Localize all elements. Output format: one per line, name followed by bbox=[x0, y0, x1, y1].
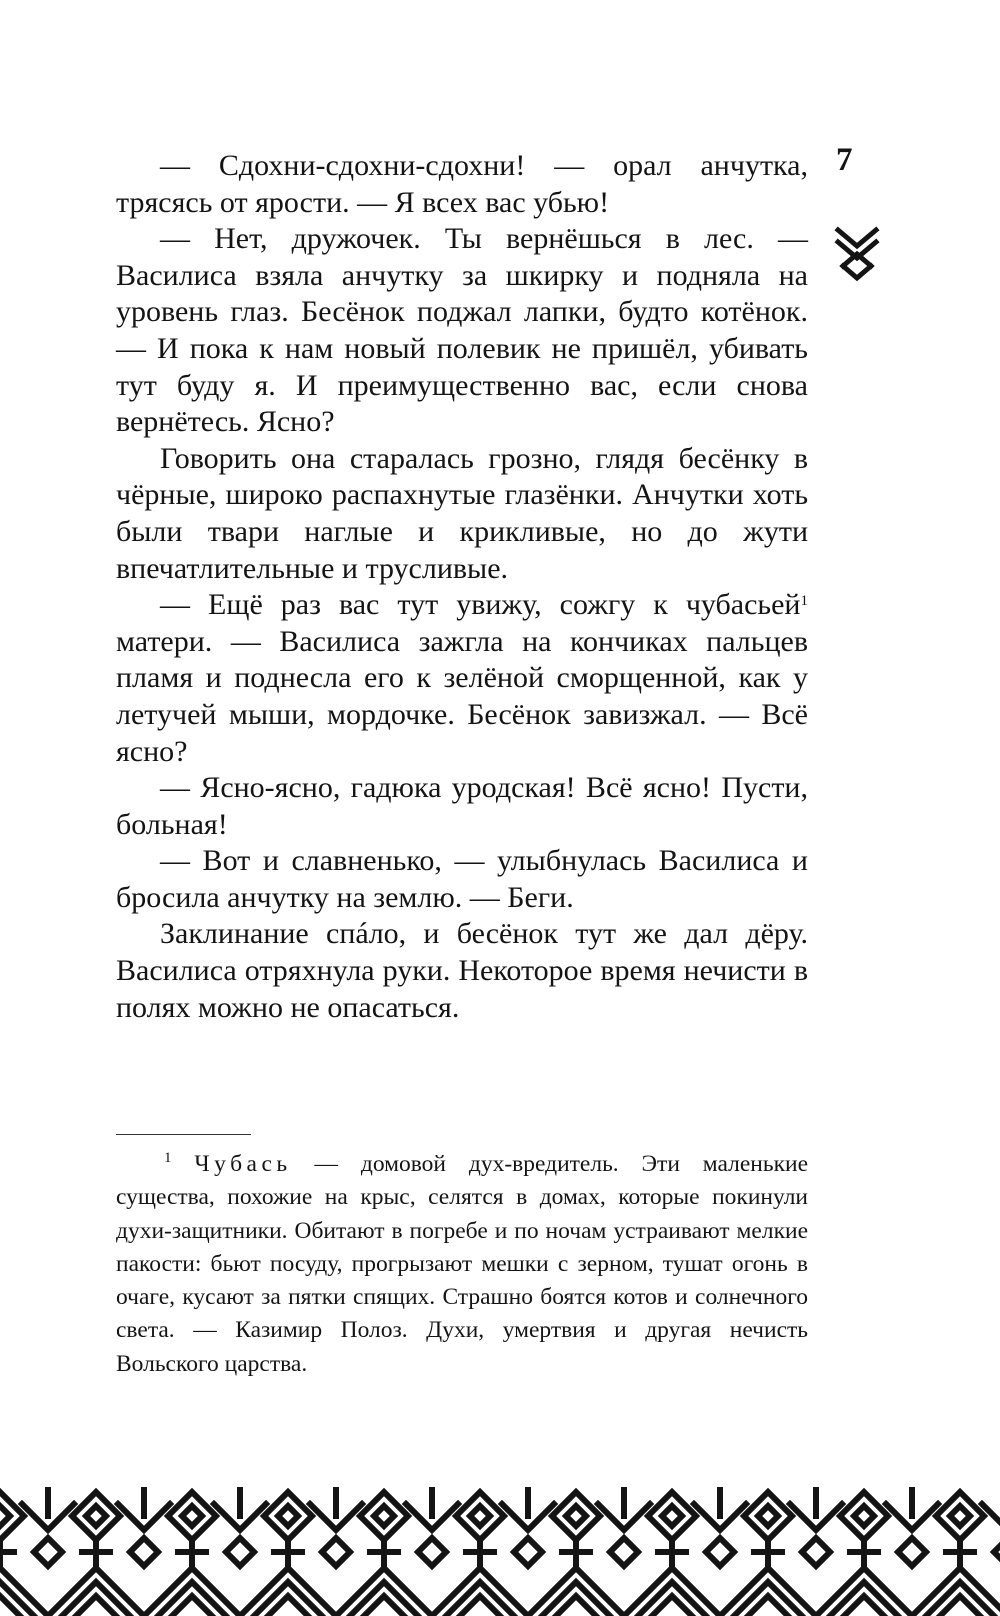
paragraph: Говорить она старалась грозно, глядя бесёнку в чёрные, широко распахнутые глазёнки. Анчутки хоть были твари наглые и крикливые, но до жути впечатлительные и трусливые. bbox=[116, 441, 808, 585]
footnote-term: Чубась bbox=[194, 1151, 292, 1177]
footnote-reference: 1 bbox=[800, 593, 808, 610]
slavic-knot-icon bbox=[832, 224, 882, 282]
slavic-border-ornament bbox=[0, 1486, 1000, 1616]
page-number: 7 bbox=[836, 142, 853, 178]
paragraph: — Ясно-ясно, гадюка уродская! Всё ясно! Пусти, больная! bbox=[116, 771, 808, 841]
footnote-marker: 1 bbox=[164, 1150, 172, 1166]
footnote-divider bbox=[116, 1134, 251, 1135]
paragraph: — Сдохни-сдохни-сдохни! — орал анчутка, трясясь от ярости. — Я всех вас убью! bbox=[116, 149, 808, 219]
paragraph: — Нет, дружочек. Ты вернёшься в лес. — Василиса взяла анчутку за шкирку и подняла на уровень глаз. Бесёнок поджал лапки, будто котёнок. — И пока к нам новый полевик не пришёл, убивать тут буду я. И преимущественно вас, если снова вернётесь. Ясно? bbox=[116, 222, 808, 439]
paragraph-text: матери. — Василиса зажгла на кончиках пальцев пламя и поднесла его к зелёной сморщенной, как у летучей мыши, мордочке. Бесёнок завизжал. — Всё ясно? bbox=[116, 624, 808, 768]
main-text bbox=[116, 148, 808, 1026]
paragraph-with-footnote bbox=[116, 587, 808, 770]
footnote-paragraph bbox=[116, 1148, 808, 1381]
footnote bbox=[116, 1148, 808, 1381]
footnote-text: — домовой дух-вредитель. Эти маленькие существа, похожие на крыс, селятся в домах, которые покинули духи-защитники. Обитают в погребе и по ночам устраивают мелкие пакости: бьют посуду, прогрызают мешки с зерном, тушат огонь в очаге, кусают за пятки спящих. Страшно боятся котов и солнечного света. — Казимир Полоз. Духи, умертвия и другая нечисть Вольского царства. bbox=[116, 1151, 808, 1377]
paragraph: Заклинание спáло, и бесёнок тут же дал дёру. Василиса отряхнула руки. Некоторое время нечисти в полях можно не опасаться. bbox=[116, 917, 808, 1024]
paragraph-text: — Ещё раз вас тут увижу, сожгу к чубасьей bbox=[160, 588, 801, 622]
paragraph: — Вот и славненько, — улыбнулась Василиса и бросила анчутку на землю. — Беги. bbox=[116, 844, 808, 914]
